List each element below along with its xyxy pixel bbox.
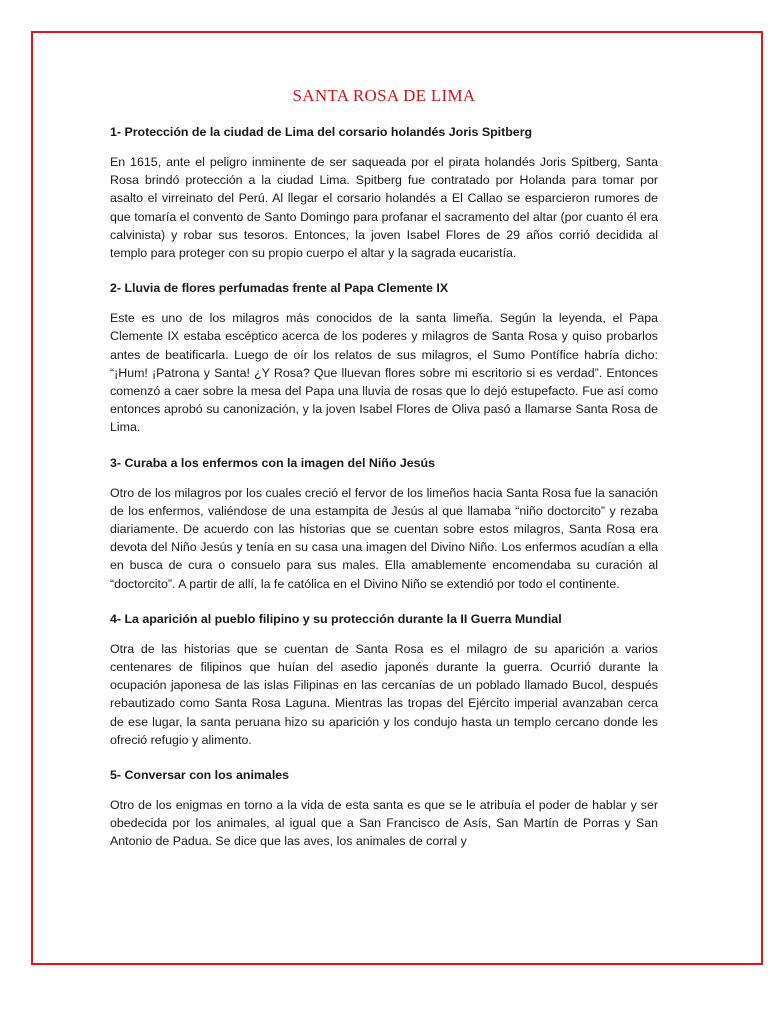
section-4-body: Otra de las historias que se cuentan de Santa Rosa es el milagro de su aparición a varios centenares de filipinos que huían del asedio japonés durante la guerra. Ocurrió durante la ocupación japonesa de las islas Filipinas en las cercanías de un poblado llamado Bucol, después rebautizado como Santa Rosa Laguna. Mientras las tropas del Ejército imperial avanzaban cerca de ese lugar, la santa peruana hizo su aparición y los condujo hasta un templo cercano donde les ofreció refugio y alimento.	[110, 641, 658, 747]
document-title: SANTA ROSA DE LIMA	[292, 86, 476, 105]
section-1-body: En 1615, ante el peligro inminente de ser saqueada por el pirata holandés Joris Spitberg, Santa Rosa brindó protección a la ciudad Lima. Spitberg fue contratado por Holanda para tomar por asalto el virreinato del Perú. Al llegar el corsario holandés a El Callao se esparcieron rumores de que tomaría el convento de Santo Domingo para profanar el sacramento del altar (por cuanto él era calvinista) y robar sus tesoros. Entonces, la joven Isabel Flores de 29 años corrió decidida al templo para proteger con su propio cuerpo el altar y la sagrada eucaristía.	[110, 155, 658, 261]
document-content	[110, 86, 658, 851]
section-5-heading: 5- Conversar con los animales	[110, 768, 290, 783]
section-3-heading: 3- Curaba a los enfermos con la imagen del Niño Jesús	[110, 455, 436, 470]
section-3-body: Otro de los milagros por los cuales creció el fervor de los limeños hacia Santa Rosa fue la sanación de los enfermos, valiéndose de una estampita de Jesús al que llamaba “niño doctorcito” y rezaba diariamente. De acuerdo con las historias que se cuentan sobre estos milagros, Santa Rosa era devota del Niño Jesús y tenía en su casa una imagen del Divino Niño. Los enfermos acudían a ella en busca de cura o consuelo para sus males. Ella amablemente encomendaba su curación al “doctorcito”. A partir de allí, la fe católica en el Divino Niño se extendió por todo el continente.	[110, 485, 658, 591]
section-2-body: Este es uno de los milagros más conocidos de la santa limeña. Según la leyenda, el Papa Clemente IX estaba escéptico acerca de los poderes y milagros de Santa Rosa y quiso probarlos antes de beatificarla. Luego de oír los relatos de sus milagros, el Sumo Pontífice habría dicho: “¡Hum! ¡Patrona y Santa! ¿Y Rosa? Que lluevan flores sobre mi escritorio si es verdad”. Entonces comenzó a caer sobre la mesa del Papa una lluvia de rosas que lo dejó estupefacto. Fue así como entonces aprobó su canonización, y la joven Isabel Flores de Oliva pasó a llamarse Santa Rosa de Lima.	[110, 311, 658, 435]
section-2-heading: 2- Lluvia de flores perfumadas frente al Papa Clemente IX	[110, 281, 449, 296]
section-1-heading: 1- Protección de la ciudad de Lima del corsario holandés Joris Spitberg	[110, 125, 533, 139]
section-5-body: Otro de los enigmas en torno a la vida de esta santa es que se le atribuía el poder de hablar y ser obedecida por los animales, al igual que a San Francisco de Asís, San Martín de Porras y San Antonio de Padua. Se dice que las aves, los animales de corral y	[110, 798, 658, 849]
section-4-heading: 4- La aparición al pueblo filipino y su protección durante la II Guerra Mundial	[110, 611, 562, 626]
